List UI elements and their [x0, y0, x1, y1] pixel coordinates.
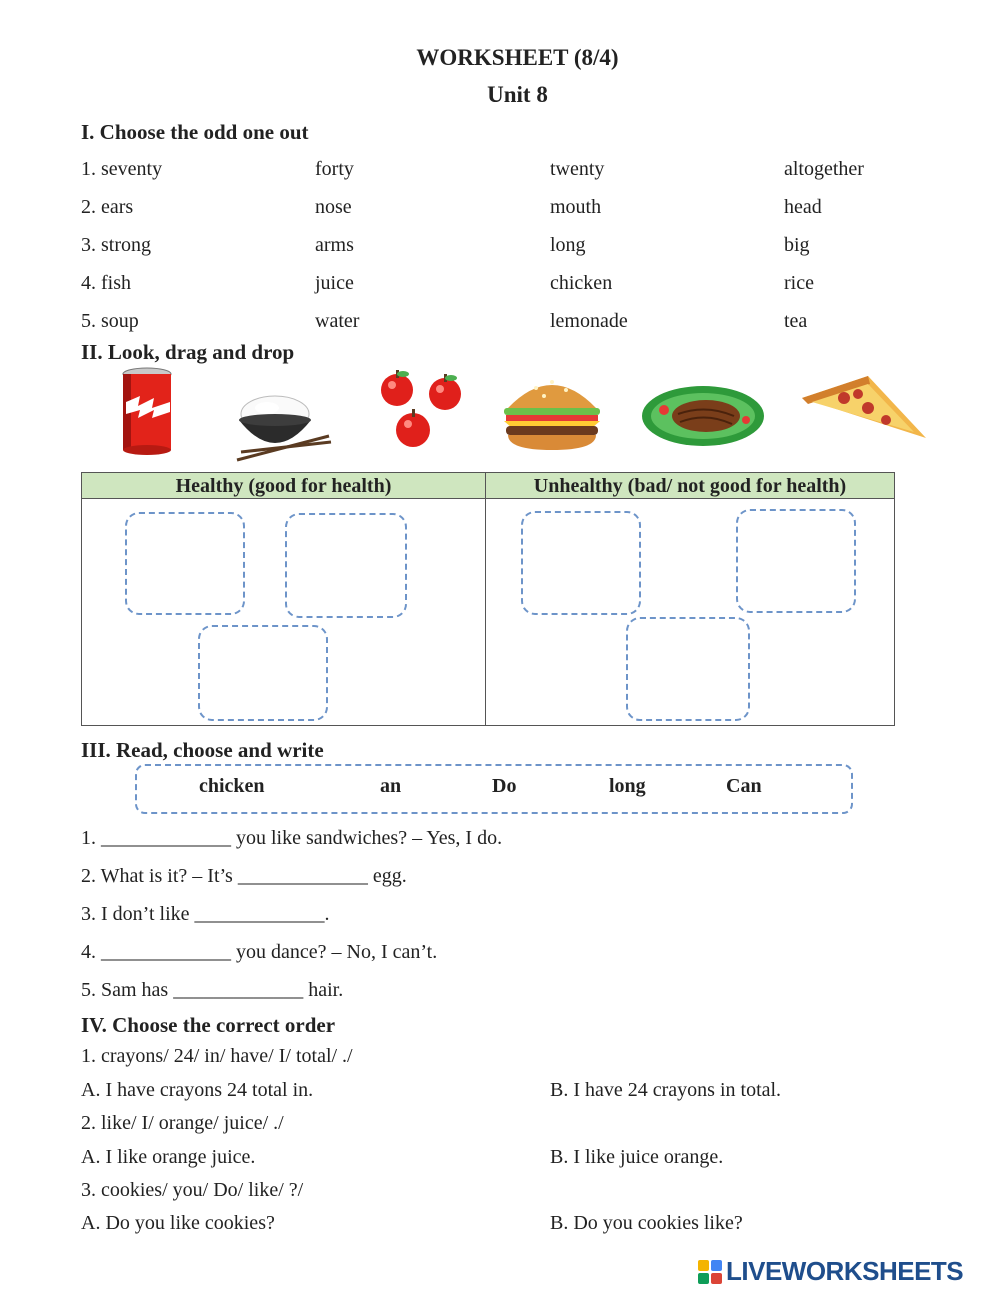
healthy-header: Healthy (good for health) — [82, 473, 486, 499]
order-option-a[interactable]: A. I like orange juice. — [81, 1146, 256, 1168]
healthy-drop-zone[interactable] — [285, 513, 407, 618]
odd-word[interactable]: nose — [315, 196, 352, 218]
odd-word[interactable]: 3. strong — [81, 234, 151, 256]
liveworksheets-brand — [698, 1256, 963, 1287]
odd-word[interactable]: juice — [315, 272, 354, 294]
odd-word[interactable]: 5. soup — [81, 310, 139, 332]
liveworksheets-logo-icon — [698, 1260, 722, 1284]
grilled-meat-plate-image[interactable] — [640, 376, 766, 450]
order-option-b[interactable]: B. I like juice orange. — [550, 1146, 724, 1168]
odd-word[interactable]: forty — [315, 158, 354, 180]
odd-word[interactable]: 4. fish — [81, 272, 131, 294]
odd-word[interactable]: 2. ears — [81, 196, 134, 218]
section1-heading: I. Choose the odd one out — [81, 120, 309, 144]
apples-image[interactable] — [377, 368, 467, 452]
healthy-drop-zone[interactable] — [198, 625, 328, 721]
unhealthy-drop-zone[interactable] — [521, 511, 641, 615]
odd-word[interactable]: tea — [784, 310, 808, 332]
worksheet-title: WORKSHEET (8/4) — [416, 45, 619, 70]
unhealthy-drop-zone[interactable] — [626, 617, 750, 721]
section3-heading: III. Read, choose and write — [81, 738, 324, 762]
soda-can-image[interactable] — [118, 366, 176, 456]
fill-sentence[interactable]: 1. _____________ you like sandwiches? – Yes, I do. — [81, 827, 503, 849]
odd-word[interactable]: big — [784, 234, 810, 256]
word-bank-item[interactable]: long — [609, 775, 646, 797]
order-prompt: 2. like/ I/ orange/ juice/ ./ — [81, 1112, 284, 1134]
order-prompt: 3. cookies/ you/ Do/ like/ ?/ — [81, 1179, 304, 1201]
word-bank-item[interactable]: an — [380, 775, 402, 797]
section2-heading: II. Look, drag and drop — [81, 340, 295, 364]
fill-sentence[interactable]: 5. Sam has _____________ hair. — [81, 979, 344, 1001]
odd-word[interactable]: 1. seventy — [81, 158, 163, 180]
unhealthy-header: Unhealthy (bad/ not good for health) — [486, 473, 894, 499]
odd-word[interactable]: water — [315, 310, 360, 332]
odd-word[interactable]: long — [550, 234, 586, 256]
odd-word[interactable]: arms — [315, 234, 354, 256]
fill-sentence[interactable]: 2. What is it? – It’s _____________ egg. — [81, 865, 407, 887]
odd-word[interactable]: head — [784, 196, 822, 218]
order-option-a[interactable]: A. I have crayons 24 total in. — [81, 1079, 314, 1101]
fill-sentence[interactable]: 3. I don’t like _____________. — [81, 903, 330, 925]
odd-word[interactable]: lemonade — [550, 310, 628, 332]
odd-word[interactable]: chicken — [550, 272, 613, 294]
pizza-slice-image[interactable] — [796, 372, 930, 444]
healthy-drop-zone[interactable] — [125, 512, 245, 615]
brand-name: LIVEWORKSHEETS — [726, 1256, 964, 1286]
odd-word[interactable]: altogether — [784, 158, 864, 180]
burger-image[interactable] — [500, 368, 604, 454]
word-bank-item[interactable]: chicken — [199, 775, 265, 797]
word-bank-item[interactable]: Can — [726, 775, 762, 797]
word-bank-item[interactable]: Do — [492, 775, 517, 797]
rice-bowl-image[interactable] — [233, 388, 333, 464]
order-option-b[interactable]: B. Do you cookies like? — [550, 1212, 743, 1234]
odd-word[interactable]: rice — [784, 272, 814, 294]
table-divider — [485, 499, 486, 725]
fill-sentence[interactable]: 4. _____________ you dance? – No, I can’t. — [81, 941, 438, 963]
section4-heading: IV. Choose the correct order — [81, 1013, 336, 1037]
odd-word[interactable]: twenty — [550, 158, 605, 180]
order-option-b[interactable]: B. I have 24 crayons in total. — [550, 1079, 782, 1101]
order-prompt: 1. crayons/ 24/ in/ have/ I/ total/ ./ — [81, 1045, 353, 1067]
unit-title: Unit 8 — [487, 82, 548, 107]
order-option-a[interactable]: A. Do you like cookies? — [81, 1212, 275, 1234]
unhealthy-drop-zone[interactable] — [736, 509, 856, 613]
odd-word[interactable]: mouth — [550, 196, 602, 218]
